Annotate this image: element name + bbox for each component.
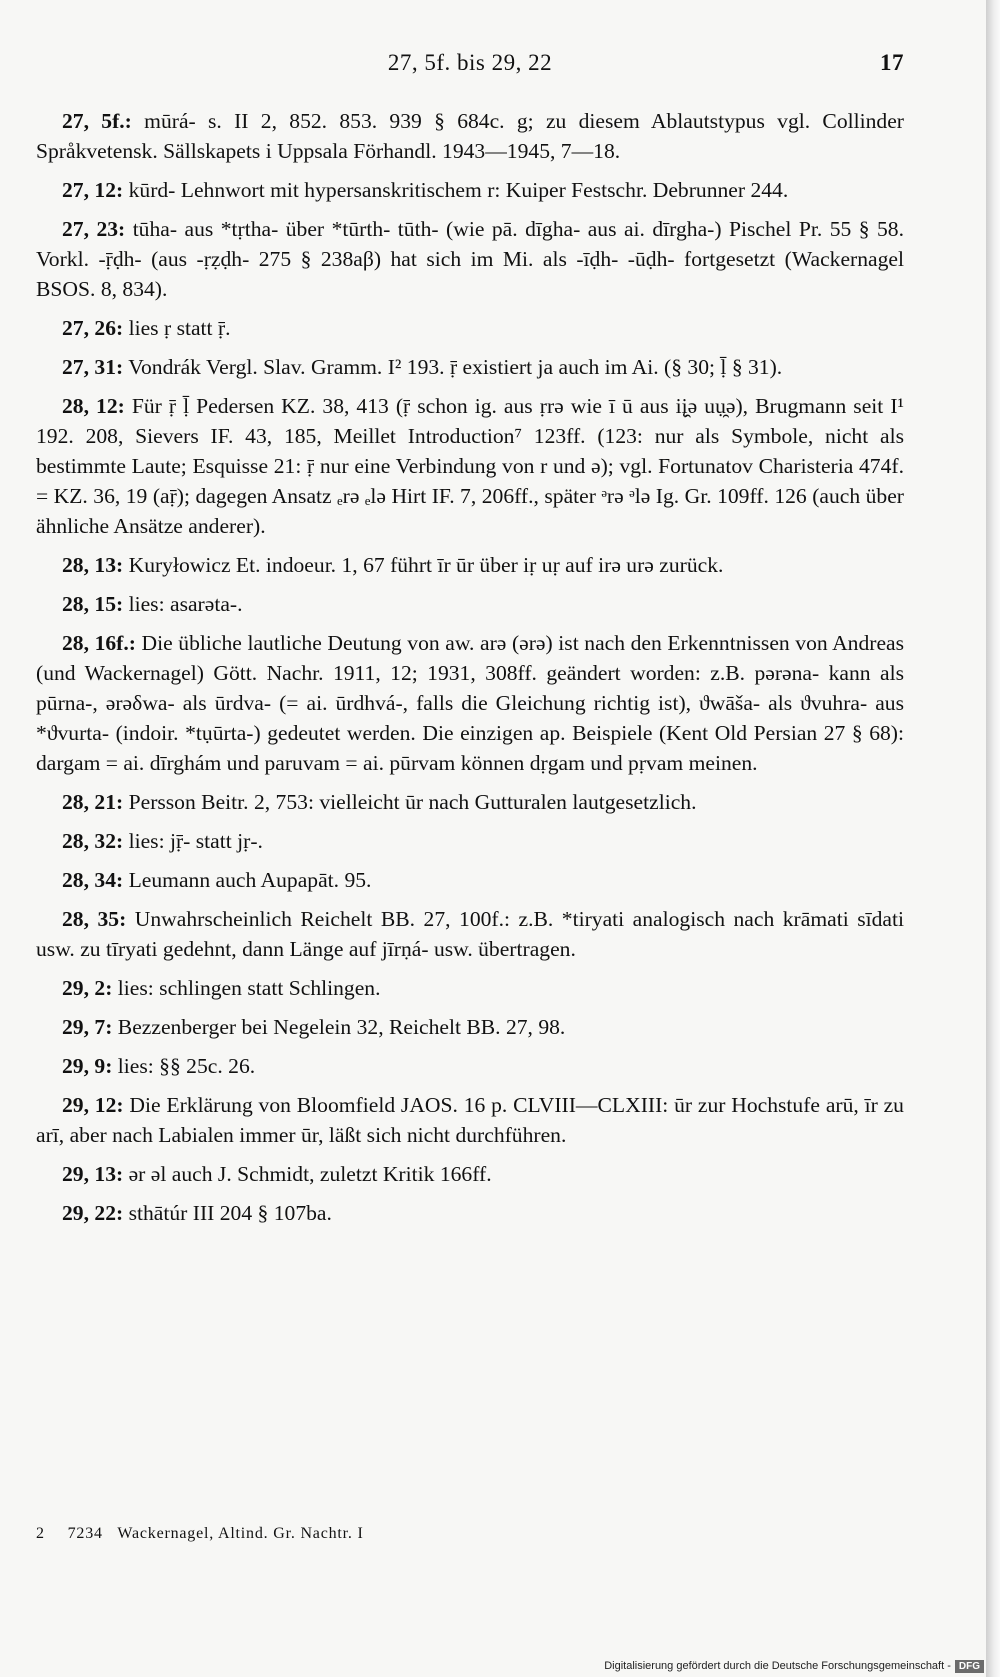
- entry-text: tūha- aus *tṛtha- über *tūrth- tūth- (wie pā. dīgha- aus ai. dīrgha-) Pischel Pr. 55 § 58. Vorkl. -ṝḍh- (aus -ṛẓḍh- 275 § 238aβ) hat sich im Mi. als -īḍh- -ūḍh- fortgesetzt (Wackernagel BSOS. 8, 834).: [36, 217, 904, 301]
- entry-text: Unwahrscheinlich Reichelt BB. 27, 100f.: z.B. *tiryati analogisch nach krāmati sīdati usw. zu tīryati gedehnt, dann Länge auf jīrṇá- usw. übertragen.: [36, 907, 904, 961]
- entry-text: ər əl auch J. Schmidt, zuletzt Kritik 166ff.: [128, 1162, 492, 1186]
- entry-locator: 27, 5f.:: [62, 109, 132, 133]
- entry-locator: 29, 9:: [62, 1054, 113, 1078]
- entry-locator: 29, 22:: [62, 1201, 124, 1225]
- entry: [36, 865, 904, 895]
- entry-locator: 27, 12:: [62, 178, 124, 202]
- entry-text: lies: jṝ- statt jṛ-.: [128, 829, 263, 853]
- page-edge: [986, 0, 1000, 1677]
- entry: [36, 391, 904, 541]
- credit-text: Digitalisierung gefördert durch die Deutsche Forschungsgemeinschaft -: [604, 1660, 951, 1672]
- entry-text: Bezzenberger bei Negelein 32, Reichelt BB. 27, 98.: [117, 1015, 566, 1039]
- entry-locator: 29, 2:: [62, 976, 113, 1000]
- dfg-badge: DFG: [955, 1660, 984, 1673]
- entry: [36, 106, 904, 166]
- entry: [36, 1051, 904, 1081]
- entry-text: Die übliche lautliche Deutung von aw. arə (ərə) ist nach den Erkenntnissen von Andreas (und Wackernagel) Gött. Nachr. 1911, 12; 1931, 308ff. geändert worden: z.B. pərəna- kann als pūrna-, ərəδwa- als ūrdva- (= ai. ūrdhvá-, falls die Gleichung richtig ist), ϑwāša- als ϑvuhra- aus *ϑvurta- (indoir. *tụūrta-) gedeutet werden. Die einzigen ap. Beispiele (Kent Old Persian 27 § 68): dargam = ai. dīrghám und paruvam = ai. pūrvam können dṛgam und pṛvam meinen.: [36, 631, 905, 775]
- entry-text: Für ṝ ḹ Pedersen KZ. 38, 413 (ṝ schon ig. aus ṛrə wie ī ū aus iį̯ə uụ̯ə), Brugmann seit I¹ 192. 208, Sievers IF. 43, 185, Meillet Introduction⁷ 123ff. (123: nur als Symbole, nicht als bestimmte Laute; Esquisse 21: ṝ nur eine Verbindung von r und ə); vgl. Fortunatov Charisteria 474f. = KZ. 36, 19 (aṝ); dagegen Ansatz ₑrə ₑlə Hirt IF. 7, 206ff., später ᵊrə ᵊlə Ig. Gr. 109ff. 126 (auch über ähnliche Ansätze anderer).: [36, 394, 904, 538]
- entry-locator: 28, 34:: [62, 868, 124, 892]
- entry-text: mūrá- s. II 2, 852. 853. 939 § 684c. g; zu diesem Ablautstypus vgl. Collinder Språkvetensk. Sällskapets i Uppsala Förhandl. 1943—1945, 7—18.: [36, 109, 905, 163]
- entry-text: lies: schlingen statt Schlingen.: [117, 976, 381, 1000]
- digitization-credit: [604, 1660, 984, 1673]
- entry-locator: 29, 13:: [62, 1162, 124, 1186]
- entry-locator: 29, 12:: [62, 1093, 124, 1117]
- entry: [36, 352, 904, 382]
- entry-text: Kuryłowicz Et. indoeur. 1, 67 führt īr ūr über iṛ uṛ auf irə urə zurück.: [128, 553, 724, 577]
- entry: [36, 589, 904, 619]
- entry-locator: 28, 35:: [62, 907, 127, 931]
- entry-text: Leumann auch Aupapāt. 95.: [128, 868, 372, 892]
- entry: [36, 550, 904, 580]
- entry: [36, 313, 904, 343]
- running-head: [36, 50, 904, 84]
- entry-locator: 27, 26:: [62, 316, 124, 340]
- entry-locator: 28, 32:: [62, 829, 124, 853]
- entry-list: [36, 106, 904, 1237]
- entry: [36, 1198, 904, 1228]
- entry-locator: 28, 15:: [62, 592, 124, 616]
- footer-book-title: Wackernagel, Altind. Gr. Nachtr. I: [117, 1525, 364, 1542]
- entry: [36, 826, 904, 856]
- entry: [36, 1159, 904, 1189]
- entry-text: kūrd- Lehnwort mit hypersanskritischem r: Kuiper Festschr. Debrunner 244.: [128, 178, 789, 202]
- entry-locator: 28, 16f.:: [62, 631, 136, 655]
- entry: [36, 1090, 904, 1150]
- entry-locator: 28, 12:: [62, 394, 125, 418]
- entry-locator: 28, 13:: [62, 553, 124, 577]
- entry-text: Vondrák Vergl. Slav. Gramm. I² 193. ṝ existiert ja auch im Ai. (§ 30; ḹ § 31).: [128, 355, 783, 379]
- entry: [36, 787, 904, 817]
- entry: [36, 628, 904, 778]
- entry-locator: 29, 7:: [62, 1015, 113, 1039]
- page-number: 17: [880, 50, 904, 75]
- entry-locator: 27, 23:: [62, 217, 126, 241]
- signature-mark: 2: [36, 1525, 45, 1542]
- entry-text: Persson Beitr. 2, 753: vielleicht ūr nach Gutturalen lautgesetzlich.: [128, 790, 697, 814]
- entry: [36, 904, 904, 964]
- entry-text: lies: asarəta-.: [128, 592, 243, 616]
- entry-text: lies ṛ statt ṝ.: [128, 316, 231, 340]
- printer-footer: [36, 1525, 364, 1543]
- entry-text: lies: §§ 25c. 26.: [117, 1054, 256, 1078]
- entry: [36, 1012, 904, 1042]
- entry: [36, 214, 904, 304]
- entry-text: Die Erklärung von Bloomfield JAOS. 16 p. CLVIII—CLXIII: ūr zur Hochstufe arū, īr zu arī, aber nach Labialen immer ūr, läßt sich nicht durchführen.: [36, 1093, 904, 1147]
- footer-number: 7234: [67, 1525, 103, 1542]
- running-head-title: 27, 5f. bis 29, 22: [387, 50, 553, 75]
- entry: [36, 175, 904, 205]
- entry-text: sthātúr III 204 § 107ba.: [128, 1201, 332, 1225]
- entry: [36, 973, 904, 1003]
- entry-locator: 27, 31:: [62, 355, 124, 379]
- entry-locator: 28, 21:: [62, 790, 124, 814]
